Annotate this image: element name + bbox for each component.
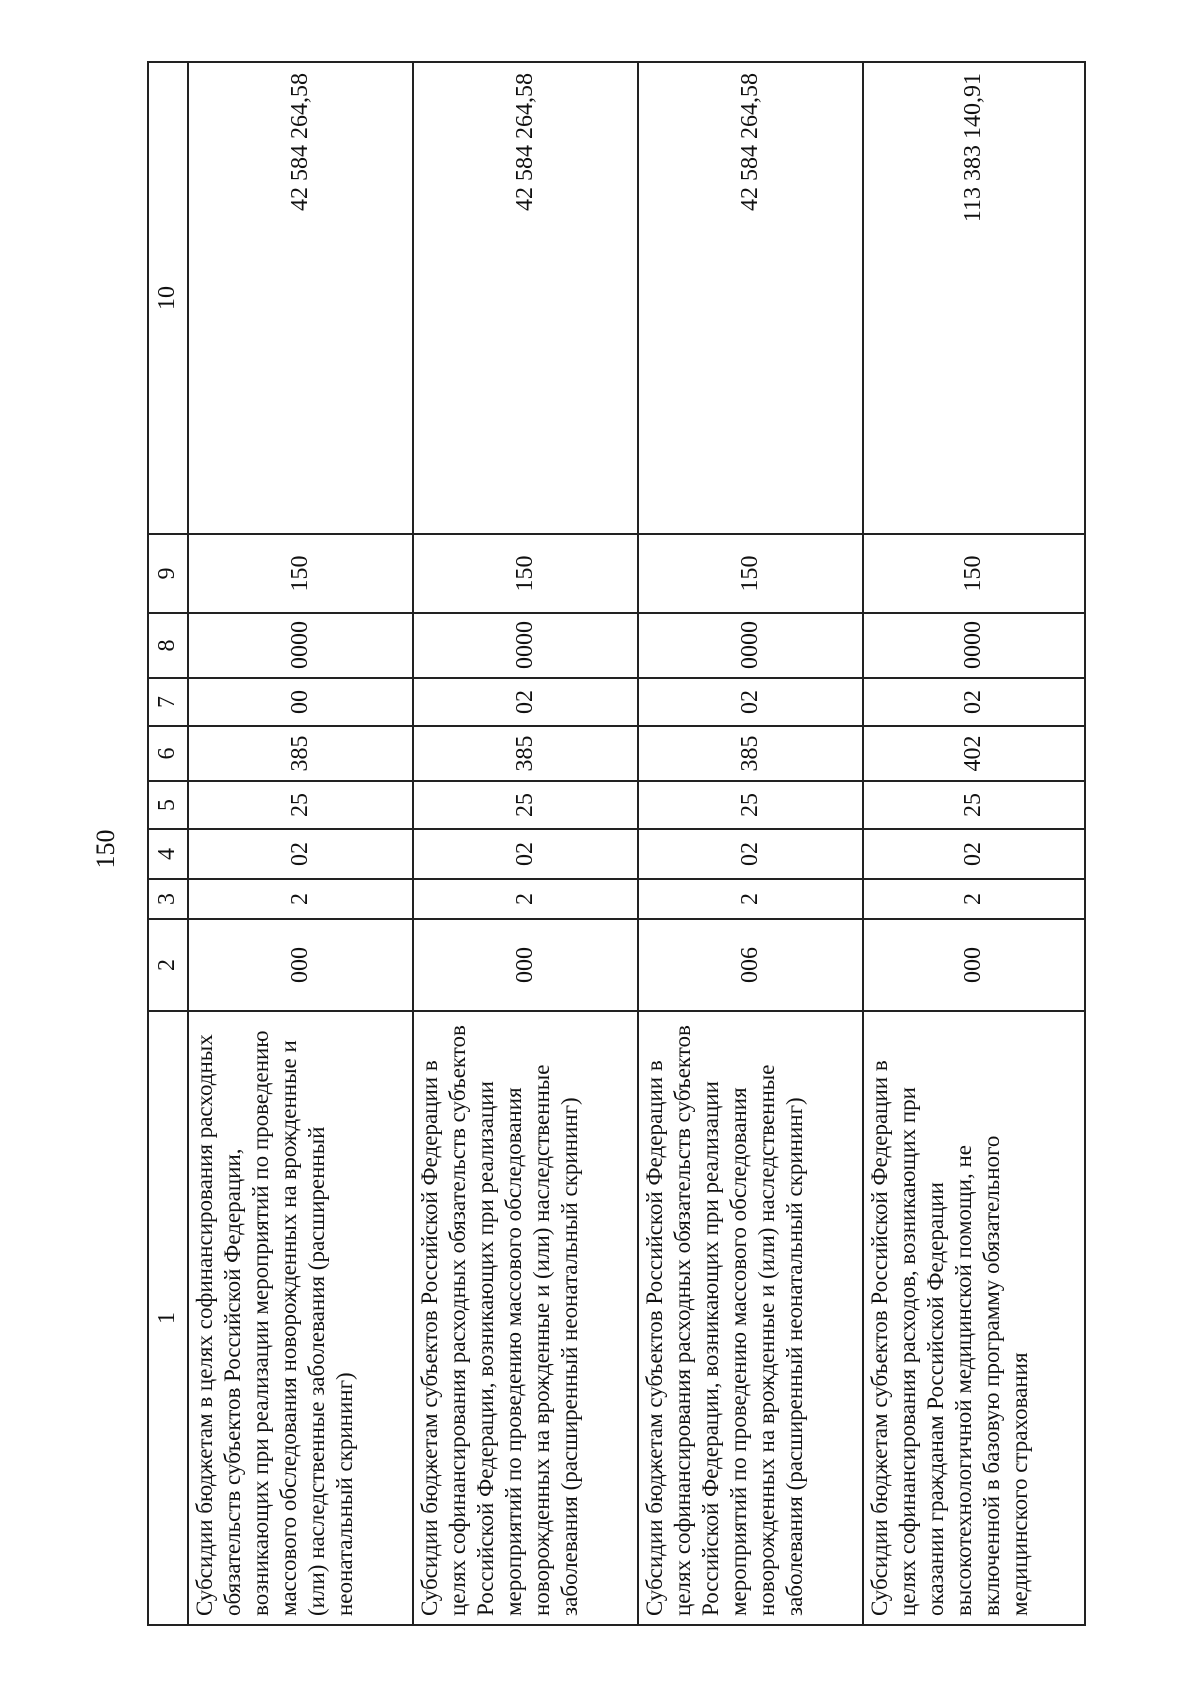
cell-element: 02 [638, 678, 863, 726]
cell-admin-code: 006 [638, 919, 863, 1011]
column-header: 4 [148, 829, 188, 879]
cell-subgroup: 02 [188, 829, 413, 879]
cell-amount: 42 584 264,58 [638, 62, 863, 534]
cell-article: 25 [863, 781, 1085, 829]
column-header: 10 [148, 62, 188, 534]
budget-table-container [147, 63, 1086, 1626]
cell-subarticle: 385 [188, 726, 413, 781]
cell-subarticle: 385 [413, 726, 638, 781]
table-header-row [148, 62, 188, 1625]
cell-admin-code: 000 [188, 919, 413, 1011]
row-description: Субсидии бюджетам субъектов Российской Федерации в целях софинансирования расходов, возникающих при оказании гражданам Российской Федерации высокотехнологичной медицинской помощи, не включенной в базовую программу обязательного медицинского страхования [863, 1011, 1085, 1625]
column-header: 8 [148, 613, 188, 678]
cell-article: 25 [413, 781, 638, 829]
cell-element: 00 [188, 678, 413, 726]
cell-program: 0000 [863, 613, 1085, 678]
column-header: 7 [148, 678, 188, 726]
column-header: 9 [148, 534, 188, 613]
cell-amount: 42 584 264,58 [188, 62, 413, 534]
cell-economic-code: 150 [188, 534, 413, 613]
cell-subarticle: 402 [863, 726, 1085, 781]
cell-group: 2 [638, 879, 863, 919]
cell-program: 0000 [413, 613, 638, 678]
column-header: 1 [148, 1011, 188, 1625]
column-header: 2 [148, 919, 188, 1011]
cell-admin-code: 000 [413, 919, 638, 1011]
cell-subgroup: 02 [413, 829, 638, 879]
cell-article: 25 [188, 781, 413, 829]
column-header: 3 [148, 879, 188, 919]
cell-amount: 42 584 264,58 [413, 62, 638, 534]
cell-group: 2 [863, 879, 1085, 919]
cell-economic-code: 150 [863, 534, 1085, 613]
cell-article: 25 [638, 781, 863, 829]
table-row [863, 62, 1085, 1625]
column-header: 6 [148, 726, 188, 781]
cell-program: 0000 [188, 613, 413, 678]
cell-group: 2 [413, 879, 638, 919]
budget-table [147, 61, 1086, 1626]
cell-element: 02 [413, 678, 638, 726]
table-row [188, 62, 413, 1625]
table-row [638, 62, 863, 1625]
row-description: Субсидии бюджетам субъектов Российской Федерации в целях софинансирования расходных обязательств субъектов Российской Федерации, возникающих при реализации мероприятий по проведению массового обследования новорожденных на врожденные и (или) наследственные заболевания (расширенный неонатальный скрининг) [638, 1011, 863, 1625]
cell-subgroup: 02 [863, 829, 1085, 879]
cell-amount: 113 383 140,91 [863, 62, 1085, 534]
cell-program: 0000 [638, 613, 863, 678]
column-header: 5 [148, 781, 188, 829]
cell-admin-code: 000 [863, 919, 1085, 1011]
cell-subarticle: 385 [638, 726, 863, 781]
cell-group: 2 [188, 879, 413, 919]
table-row [413, 62, 638, 1625]
cell-economic-code: 150 [638, 534, 863, 613]
row-description: Субсидии бюджетам субъектов Российской Федерации в целях софинансирования расходных обязательств субъектов Российской Федерации, возникающих при реализации мероприятий по проведению массового обследования новорожденных на врожденные и (или) наследственные заболевания (расширенный неонатальный скрининг) [413, 1011, 638, 1625]
cell-economic-code: 150 [413, 534, 638, 613]
cell-element: 02 [863, 678, 1085, 726]
row-description: Субсидии бюджетам в целях софинансирования расходных обязательств субъектов Российской Федерации, возникающих при реализации мероприятий по проведению массового обследования новорожденных на врожденные и (или) наследственные заболевания (расширенный неонатальный скрининг) [188, 1011, 413, 1625]
page-number-text: 150 [91, 829, 120, 869]
cell-subgroup: 02 [638, 829, 863, 879]
